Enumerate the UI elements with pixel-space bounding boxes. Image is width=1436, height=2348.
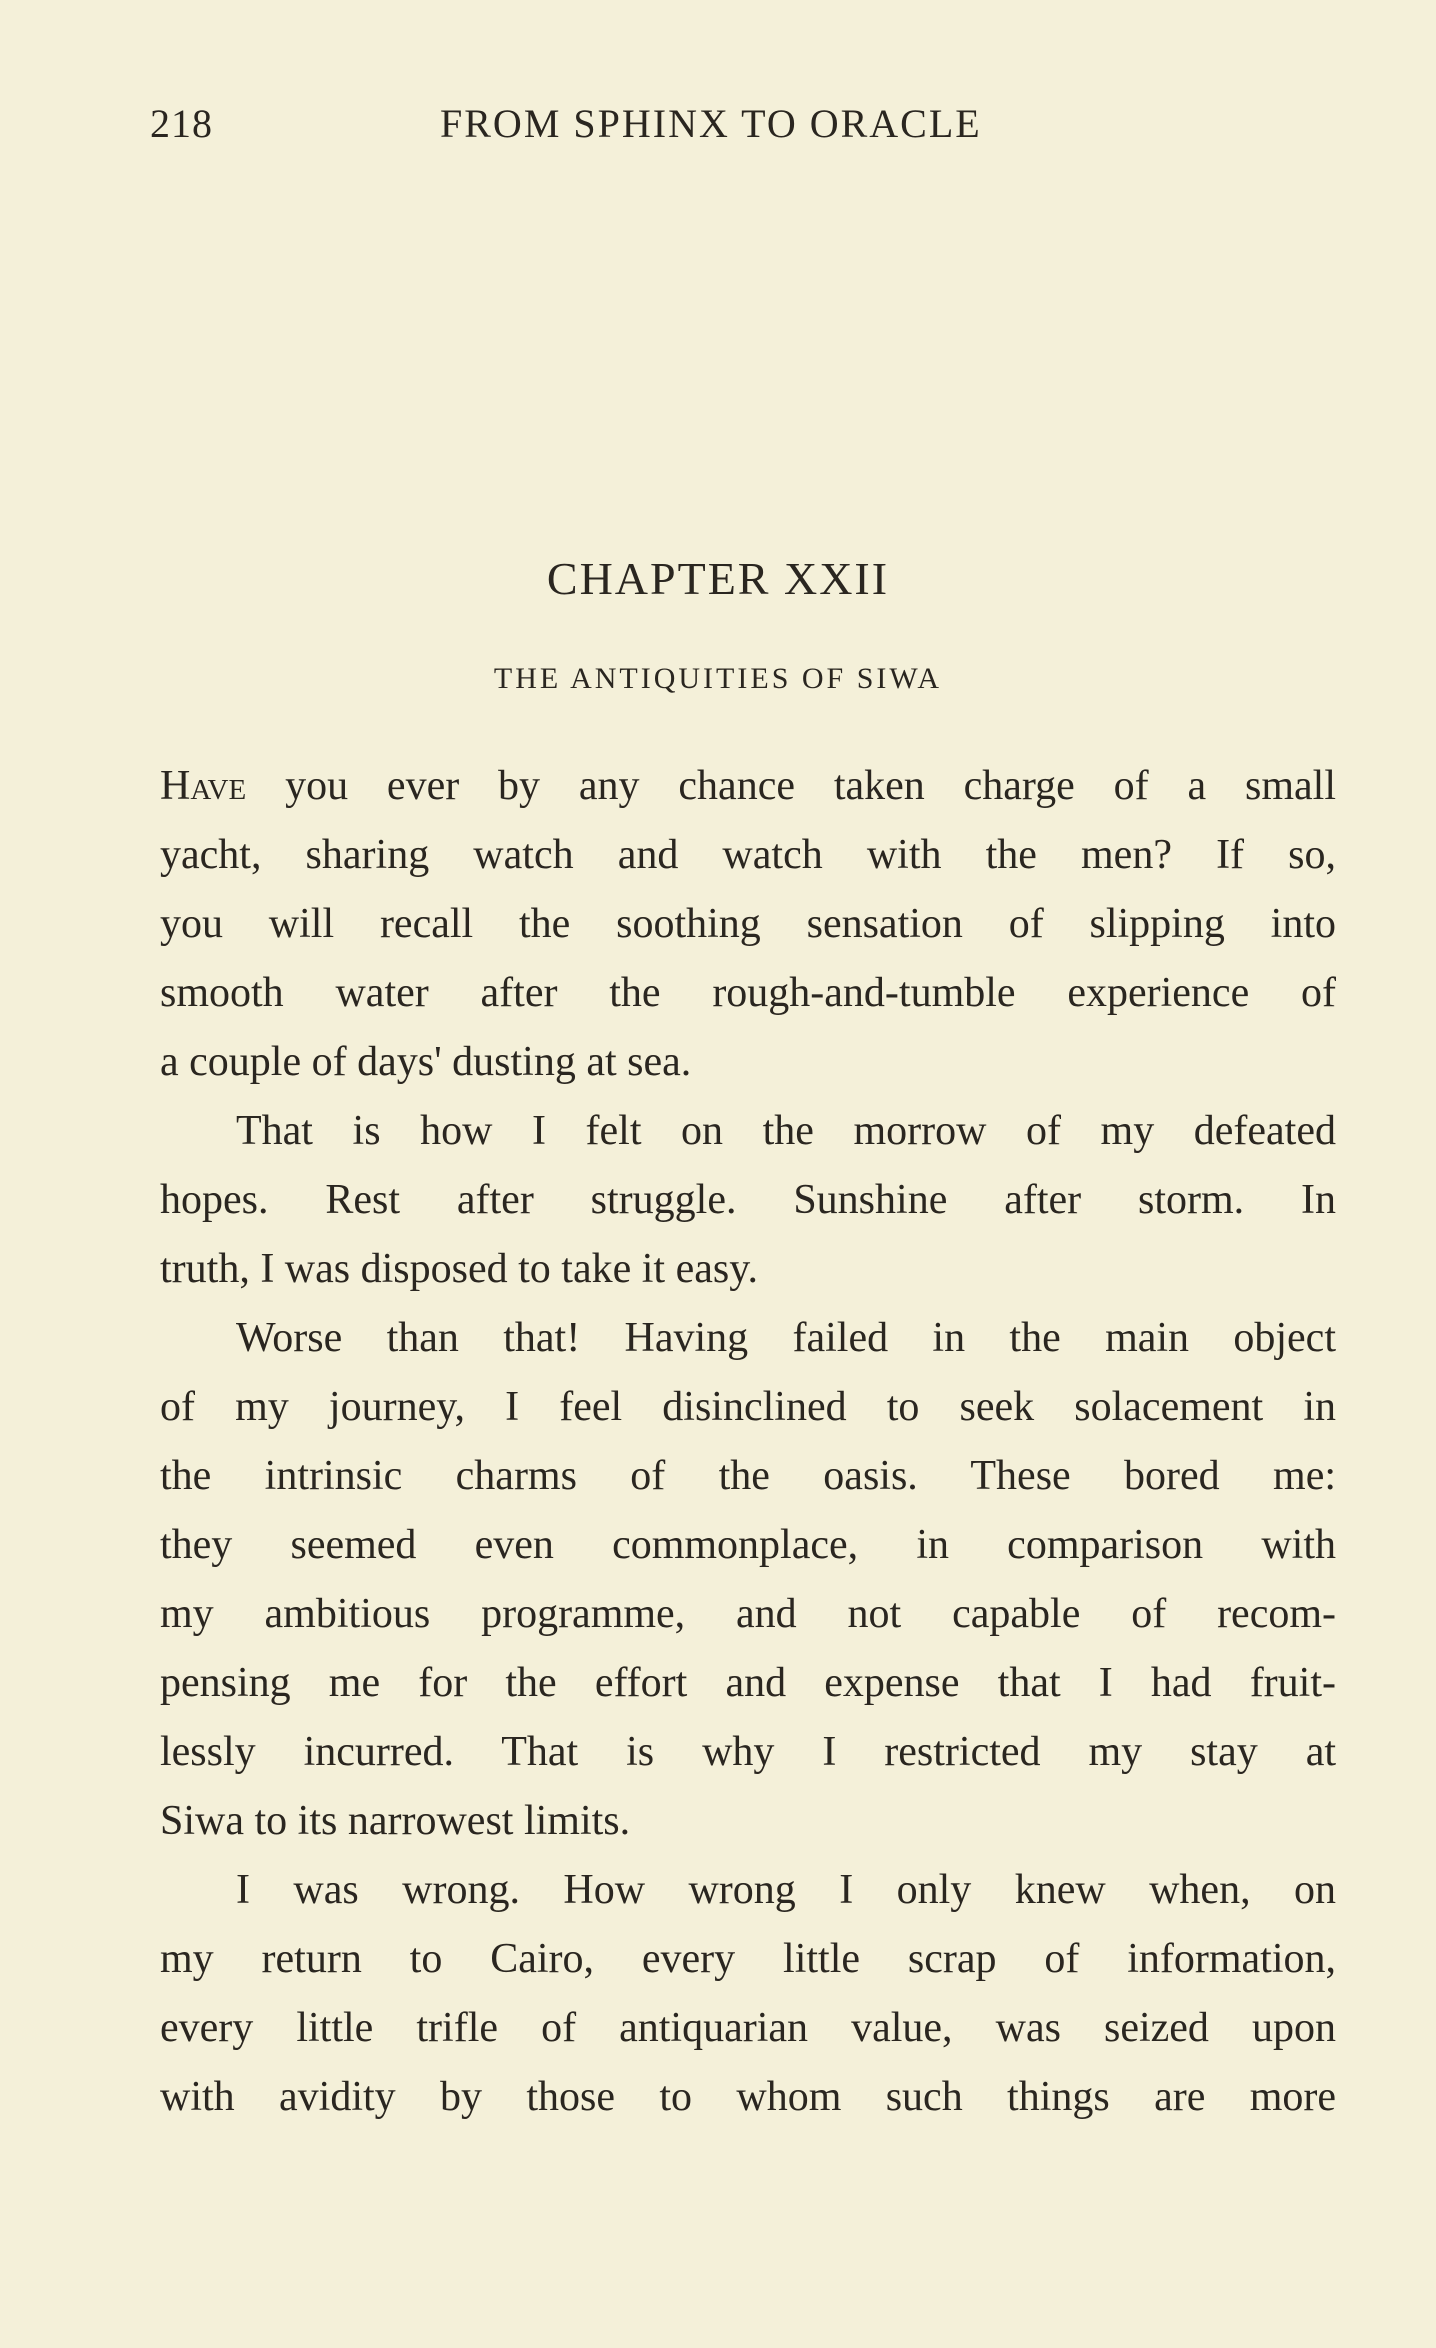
- text-line: [160, 752, 1336, 821]
- text-line: with avidity by those to whom such things are more: [160, 2074, 1336, 2120]
- text-line: I was wrong. How wrong I only knew when, on: [236, 1867, 1336, 1913]
- text-line: lessly incurred. That is why I restricted my stay at: [160, 1729, 1336, 1775]
- text-line: yacht, sharing watch and watch with the men? If so,: [160, 832, 1336, 878]
- text-line: Siwa to its narrowest limits.: [160, 1798, 631, 1844]
- page-number: 218: [150, 101, 213, 146]
- text-line: every little trifle of antiquarian value, was seized upon: [160, 2005, 1336, 2051]
- chapter-subtitle: THE ANTIQUITIES OF SIWA: [493, 662, 943, 695]
- text-line: my ambitious programme, and not capable of recom-: [160, 1591, 1336, 1637]
- text-line: pensing me for the effort and expense that I had fruit-: [160, 1660, 1336, 1706]
- text-line: That is how I felt on the morrow of my defeated: [236, 1108, 1336, 1154]
- chapter-heading: CHAPTER XXII: [546, 553, 890, 604]
- text-line-content: you ever by any chance taken charge of a small: [246, 763, 1336, 809]
- text-line: Worse than that! Having failed in the main object: [236, 1315, 1336, 1361]
- text-line: my return to Cairo, every little scrap of information,: [160, 1936, 1336, 1982]
- text-line: hopes. Rest after struggle. Sunshine after storm. In: [160, 1177, 1336, 1223]
- text-line: of my journey, I feel disinclined to seek solacement in: [160, 1384, 1336, 1430]
- drop-lead-word: Have: [160, 763, 247, 809]
- body-text: [160, 752, 1336, 2132]
- text-line: they seemed even commonplace, in comparison with: [160, 1522, 1336, 1568]
- text-line: smooth water after the rough-and-tumble experience of: [160, 970, 1336, 1016]
- text-line: the intrinsic charms of the oasis. These bored me:: [160, 1453, 1336, 1499]
- text-line: a couple of days' dusting at sea.: [160, 1039, 692, 1085]
- text-line: you will recall the soothing sensation of slipping into: [160, 901, 1336, 947]
- text-line: truth, I was disposed to take it easy.: [160, 1246, 758, 1292]
- running-head: [150, 100, 1336, 150]
- running-title: FROM SPHINX TO ORACLE: [440, 101, 982, 146]
